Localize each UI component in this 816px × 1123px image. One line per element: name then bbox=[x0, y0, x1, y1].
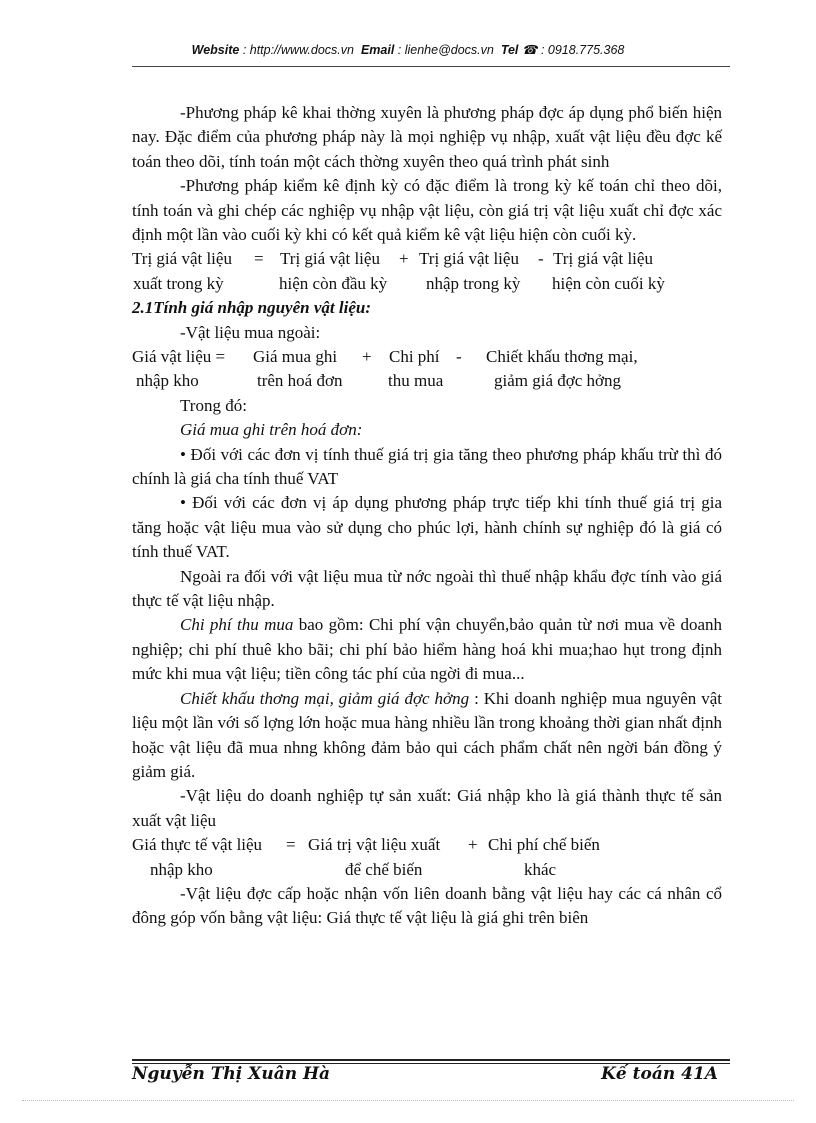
paragraph-periodic-method: -Phương pháp kiểm kê định kỳ có đặc điểm là trong kỳ kế toán chỉ theo dõi, tính toán và ghi chép các nghiệp vụ nhập vật liệu, còn giá trị vật liệu xuất chỉ đợc xác định một lần vào cuối kỳ khi có kết quả kiểm kê vật liệu hiện còn cuối kỳ. bbox=[132, 176, 722, 245]
formula-term: nhập trong kỳ bbox=[426, 273, 521, 293]
tel-value: ☎ : 0918.775.368 bbox=[521, 43, 625, 57]
formula-term: Chi phí chế biến bbox=[488, 835, 600, 855]
formula-term: Chiết khấu thơng mại, bbox=[486, 347, 638, 367]
formula-term: + bbox=[399, 249, 409, 269]
formula-import-price-row2 bbox=[132, 369, 722, 393]
website-value: : http://www.docs.vn bbox=[242, 43, 354, 57]
paragraph-import-tax: Ngoài ra đối với vật liệu mua từ nớc ngoài thì thuế nhập khẩu đợc tính vào giá thực tế vật liệu nhập. bbox=[132, 566, 722, 611]
website-label: Website bbox=[191, 43, 240, 57]
formula-term: Giá trị vật liệu xuất bbox=[308, 835, 441, 855]
formula-term: Trị giá vật liệu bbox=[132, 249, 232, 269]
formula-import-price-row1 bbox=[132, 345, 722, 369]
formula-term: Trị giá vật liệu bbox=[553, 249, 653, 269]
formula-term: trên hoá đơn bbox=[257, 371, 343, 391]
formula-term: nhập kho bbox=[136, 371, 199, 391]
footer-class: Kế toán 41A bbox=[601, 1064, 718, 1084]
formula-term: = bbox=[286, 835, 296, 855]
paragraph-self-produced: -Vật liệu do doanh nghiệp tự sản xuất: Giá nhập kho là giá thành thực tế sản xuất vật liệu bbox=[132, 786, 722, 830]
formula-export-value-row2 bbox=[132, 272, 722, 296]
tel-label: Tel bbox=[500, 43, 519, 57]
email-value: : lienhe@docs.vn bbox=[397, 43, 494, 57]
formula-term: - bbox=[456, 347, 462, 367]
formula-term: hiện còn cuối kỳ bbox=[552, 273, 665, 293]
paragraph-purchase-costs: Chi phí thu mua bao gồm: Chi phí vận chuyển,bảo quản từ nơi mua về doanh nghiệp; chi phí thuê kho bãi; chi phí bảo hiểm hàng hoá khi mua;hao hụt trong định mức khi mua vật liệu; tiền công tác phí của ngời đi mua... bbox=[132, 615, 722, 684]
formula-self-produced-row1 bbox=[132, 833, 722, 857]
footer-author: Nguyễn Thị Xuân Hà bbox=[132, 1064, 331, 1084]
purchase-costs-term: Chi phí thu mua bbox=[180, 615, 294, 635]
formula-term: thu mua bbox=[388, 371, 444, 391]
formula-term: để chế biến bbox=[345, 859, 423, 879]
formula-term: Giá mua ghi bbox=[253, 347, 338, 367]
paragraph-purchased-materials: -Vật liệu mua ngoài: bbox=[180, 322, 321, 342]
formula-term: nhập kho bbox=[150, 859, 213, 879]
email-label: Email bbox=[360, 43, 395, 57]
formula-term: = bbox=[254, 249, 264, 269]
paragraph-discounts: Chiết khấu thơng mại, giảm giá đợc hởng : Khi doanh nghiệp mua nguyên vật liệu một lần với số lợng lớn hoặc mua hàng nhiều lần trong khoảng thời gian nhất định hoặc vật liệu đã mua nhng không đảm bảo qui cách phẩm chất nên ngời bán đồng ý giảm giá. bbox=[132, 688, 722, 781]
formula-term: hiện còn đầu kỳ bbox=[279, 273, 388, 293]
formula-term: - bbox=[538, 249, 544, 269]
formula-term: giảm giá đợc hởng bbox=[494, 371, 622, 391]
paragraph-contributed-materials: -Vật liệu đợc cấp hoặc nhận vốn liên doanh bằng vật liệu hay các cá nhân cổ đông góp vốn bằng vật liệu: Giá thực tế vật liệu là giá ghi trên biên bbox=[132, 883, 722, 928]
footer-rule bbox=[132, 1059, 730, 1061]
page-bottom-dotted-line bbox=[22, 1100, 794, 1101]
formula-term: Chi phí bbox=[389, 347, 440, 367]
section-heading: 2.1Tính giá nhập nguyên vật liệu: bbox=[132, 298, 371, 318]
paragraph-direct-method: • Đối với các đơn vị áp dụng phương pháp trực tiếp khi tính thuế giá trị gia tăng hoặc vật liệu mua vào sử dụng cho phúc lợi, hành chính sự nghiệp đó là giá có tính thuế VAT. bbox=[132, 493, 722, 562]
formula-term: Giá vật liệu = bbox=[132, 347, 226, 367]
formula-term: xuất trong kỳ bbox=[133, 273, 224, 293]
paragraph-perpetual-method: -Phương pháp kê khai thờng xuyên là phương pháp đợc áp dụng phổ biến hiện nay. Đặc điểm của phương pháp này là mọi nghiệp vụ nhập, xuất vật liệu đều đợc kế toán theo dõi, tính toán một cách thờng xuyên theo quá trình phát sinh bbox=[132, 103, 722, 171]
formula-term: Trị giá vật liệu bbox=[280, 249, 380, 269]
paragraph-invoice-price-label: Giá mua ghi trên hoá đơn: bbox=[180, 420, 363, 440]
paragraph-deduction-method: • Đối với các đơn vị tính thuế giá trị gia tăng theo phương pháp khấu trừ thì đó chính là giá cha tính thuế VAT bbox=[132, 444, 722, 489]
formula-self-produced-row2 bbox=[132, 858, 722, 882]
page-header bbox=[0, 42, 816, 57]
document-body bbox=[132, 101, 722, 931]
formula-term: Trị giá vật liệu bbox=[419, 249, 519, 269]
formula-term: + bbox=[362, 347, 372, 367]
formula-export-value-row1 bbox=[132, 247, 722, 271]
formula-term: khác bbox=[524, 859, 557, 879]
formula-term: Giá thực tế vật liệu bbox=[132, 835, 263, 855]
formula-term: + bbox=[468, 835, 478, 855]
discount-term: Chiết khấu thơng mại, giảm giá đợc hởng bbox=[180, 688, 470, 708]
paragraph-where: Trong đó: bbox=[180, 395, 247, 415]
header-rule bbox=[132, 66, 730, 67]
